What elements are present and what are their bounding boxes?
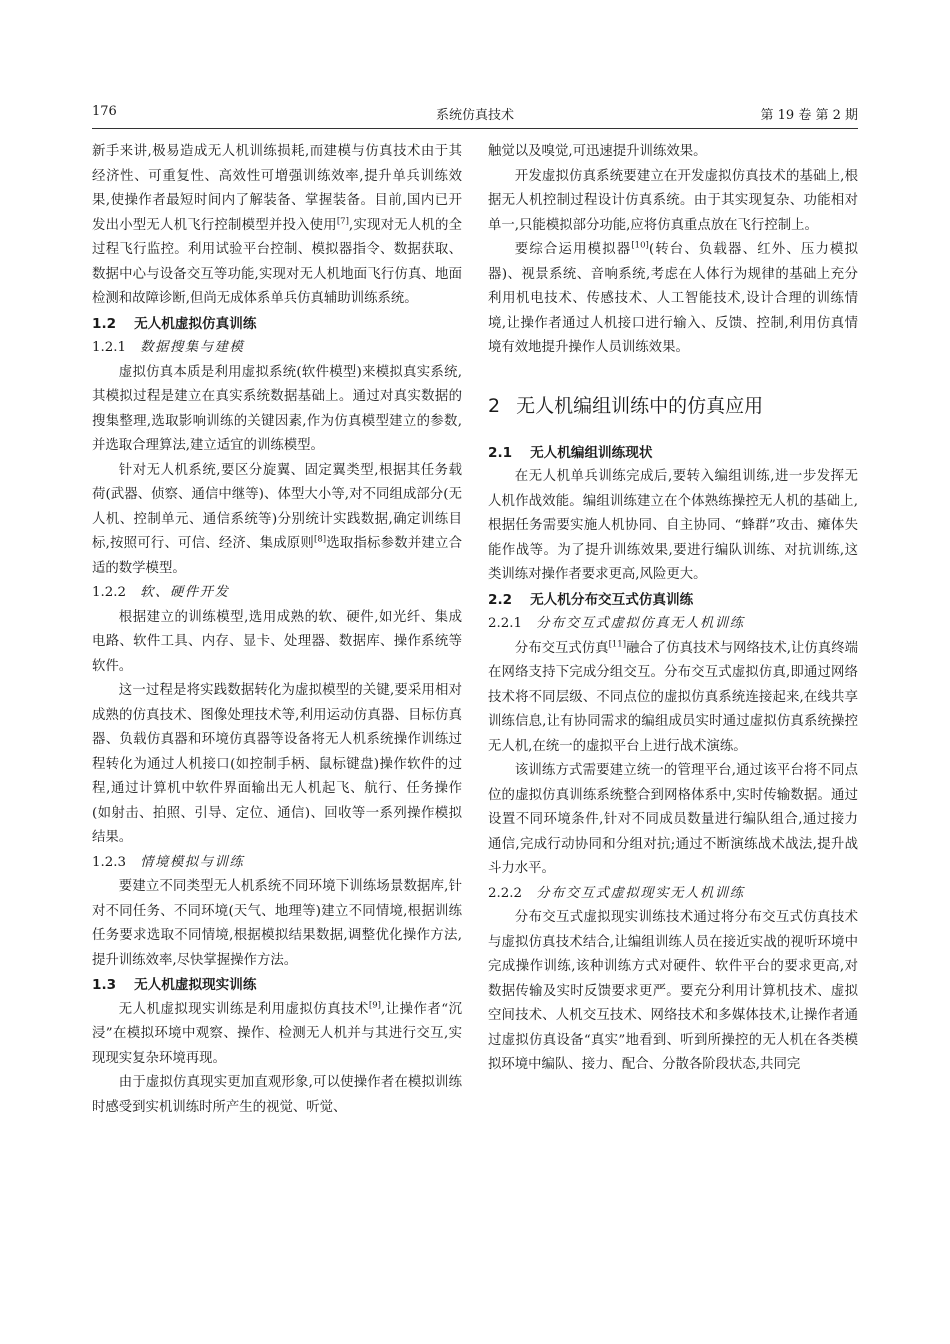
- chapter-heading-2: 2 无人机编组训练中的仿真应用: [488, 394, 764, 417]
- paragraph: 要综合运用模拟器[10](转台、负载器、红外、压力模拟器)、视景系统、音响系统,考虑在人体行为规律的基础上充分利用机电技术、传感技术、人工智能技术,设计合理的训练情境,让操作者通过人机接口进行输入、反馈、控制,利用仿真情境有效地提升操作人员训练效果。: [488, 240, 859, 355]
- paragraph: 新手来讲,极易造成无人机训练损耗,而建模与仿真技术由于其经济性、可重复性、高效性可增强训练效率,提升单兵训练效果,使操作者最短时间内了解装备、掌握装备。目前,国内已开发出小型无人机飞行控制模型并投入使用[7],实现对无人机的全过程飞行监控。利用试验平台控制、模拟器指令、数据获取、数据中心与设备交互等功能,实现对无人机地面飞行仿真、地面检测和故障诊断,但尚无成体系单兵仿真辅助训练系统。: [92, 144, 462, 306]
- volume-issue: 第 19 卷 第 2 期: [760, 108, 858, 123]
- paragraph: 要建立不同类型无人机系统不同环境下训练场景数据库,针对不同任务、不同环境(天气、地理等)建立不同情境,根据训练任务要求选取不同情境,根据模拟结果数据,调整优化操作方法,提升训练效率,尽快掌握操作方法。: [92, 879, 462, 968]
- running-header: [92, 104, 858, 129]
- paragraph: 在无人机单兵训练完成后,要转入编组训练,进一步发挥无人机作战效能。编组训练建立在个体熟练操控无人机的基础上,根据任务需要实施人机协同、自主协同、“蜂群”攻击、瘫体失能作战等。为了提升训练效果,要进行编队训练、对抗训练,这类训练对操作者要求更高,风险更大。: [488, 469, 858, 582]
- subsection-heading-2-2-1: 2.2.1 分布交互式虚拟仿真无人机训练: [488, 616, 745, 631]
- paragraph: 分布交互式仿真[11]融合了仿真技术与网络技术,让仿真终端在网络支持下完成分组交互。分布交互式虚拟仿真,即通过网络技术将不同层级、不同点位的虚拟仿真系统连接起来,在线共享训练信息,让有协同需求的编组成员实时通过虚拟仿真系统操控无人机,在统一的虚拟平台上进行战术演练。: [488, 639, 858, 754]
- paragraph: 无人机虚拟现实训练是利用虚拟仿真技术[9],让操作者“沉浸”在模拟环境中观察、操作、检测无人机并与其进行交互,实现现实复杂环境再现。: [92, 1000, 462, 1066]
- paragraph: 虚拟仿真本质是利用虚拟系统(软件模型)来模拟真实系统,其模拟过程是建立在真实系统数据基础上。通过对真实数据的搜集整理,选取影响训练的关键因素,作为仿真模型建立的参数,并选取合理算法,建立适宜的训练模型。: [92, 364, 462, 453]
- right-column: [488, 140, 858, 1078]
- citation-ref: [8]: [314, 534, 327, 545]
- paragraph: 由于虚拟仿真现实更加直观形象,可以使操作者在模拟训练时感受到实机训练时所产生的视觉、听觉、: [92, 1075, 462, 1115]
- paragraph: 根据建立的训练模型,选用成熟的软、硬件,如光纤、集成电路、软件工具、内存、显卡、处理器、数据库、操作系统等软件。: [92, 609, 462, 674]
- citation-ref: [10]: [631, 240, 649, 251]
- citation-ref: [7]: [336, 216, 349, 227]
- section-heading-2-2: 2.2 无人机分布交互式仿真训练: [488, 591, 694, 608]
- paragraph: 这一过程是将实践数据转化为虚拟模型的关键,要采用相对成熟的仿真技术、图像处理技术等,利用运动仿真器、目标仿真器、负载仿真器和环境仿真器等设备将无人机系统操作训练过程转化为通过人机接口(如控制手柄、鼠标键盘)操作软件的过程,通过计算机中软件界面输出无人机起飞、航行、任务操作(如射击、拍照、引导、定位、通信)、回收等一系列操作模拟结果。: [92, 683, 462, 845]
- paragraph: 该训练方式需要建立统一的管理平台,通过该平台将不同点位的虚拟仿真训练系统整合到网格体系中,实时传输数据。通过设置不同环境条件,针对不同成员数量进行编队组合,通过接力通信,完成行动协同和分组对抗;通过不断演练战术战法,提升战斗力水平。: [488, 763, 858, 876]
- subsection-heading-1-2-2: 1.2.2 软、硬件开发: [92, 585, 230, 600]
- subsection-heading-1-2-3: 1.2.3 情境模拟与训练: [92, 854, 245, 870]
- section-heading-1-3: 1.3 无人机虚拟现实训练: [92, 977, 257, 993]
- paragraph: 开发虚拟仿真系统要建立在开发虚拟仿真技术的基础上,根据无人机控制过程设计仿真系统。由于其实现复杂、功能相对单一,只能模拟部分功能,应将仿真重点放在飞行控制上。: [488, 168, 858, 233]
- section-heading-1-2: 1.2 无人机虚拟仿真训练: [92, 315, 257, 332]
- paragraph: 针对无人机系统,要区分旋翼、固定翼类型,根据其任务载荷(武器、侦察、通信中继等)、体型大小等,对不同组成部分(无人机、控制单元、通信系统等)分别统计实践数据,确定训练目标,按照可行、可信、经济、集成原则[8]选取指标参数并建立合适的数学模型。: [92, 462, 463, 576]
- citation-ref: [9]: [368, 1000, 381, 1011]
- paragraph: 触觉以及嗅觉,可迅速提升训练效果。: [488, 144, 707, 159]
- left-column: [92, 140, 462, 1120]
- journal-title: 系统仿真技术: [435, 108, 514, 123]
- subsection-heading-2-2-2: 2.2.2 分布交互式虚拟现实无人机训练: [488, 885, 745, 901]
- citation-ref: [11]: [608, 639, 627, 650]
- paragraph: 分布交互式虚拟现实训练技术通过将分布交互式仿真技术与虚拟仿真技术结合,让编组训练人员在接近实战的视听环境中完成操作训练,该种训练方式对硬件、软件平台的要求更高,对数据传输及实时反馈要求更严。要充分利用计算机技术、虚拟空间技术、人机交互技术、网络技术和多媒体技术,让操作者通过虚拟仿真设备“真实”地看到、听到所操控的无人机在各类模拟环境中编队、接力、配合、分散各阶段状态,共同完: [488, 910, 858, 1072]
- subsection-heading-1-2-1: 1.2.1 数据搜集与建模: [92, 340, 245, 355]
- page-number: 176: [92, 104, 117, 119]
- section-heading-2-1: 2.1 无人机编组训练现状: [488, 444, 653, 461]
